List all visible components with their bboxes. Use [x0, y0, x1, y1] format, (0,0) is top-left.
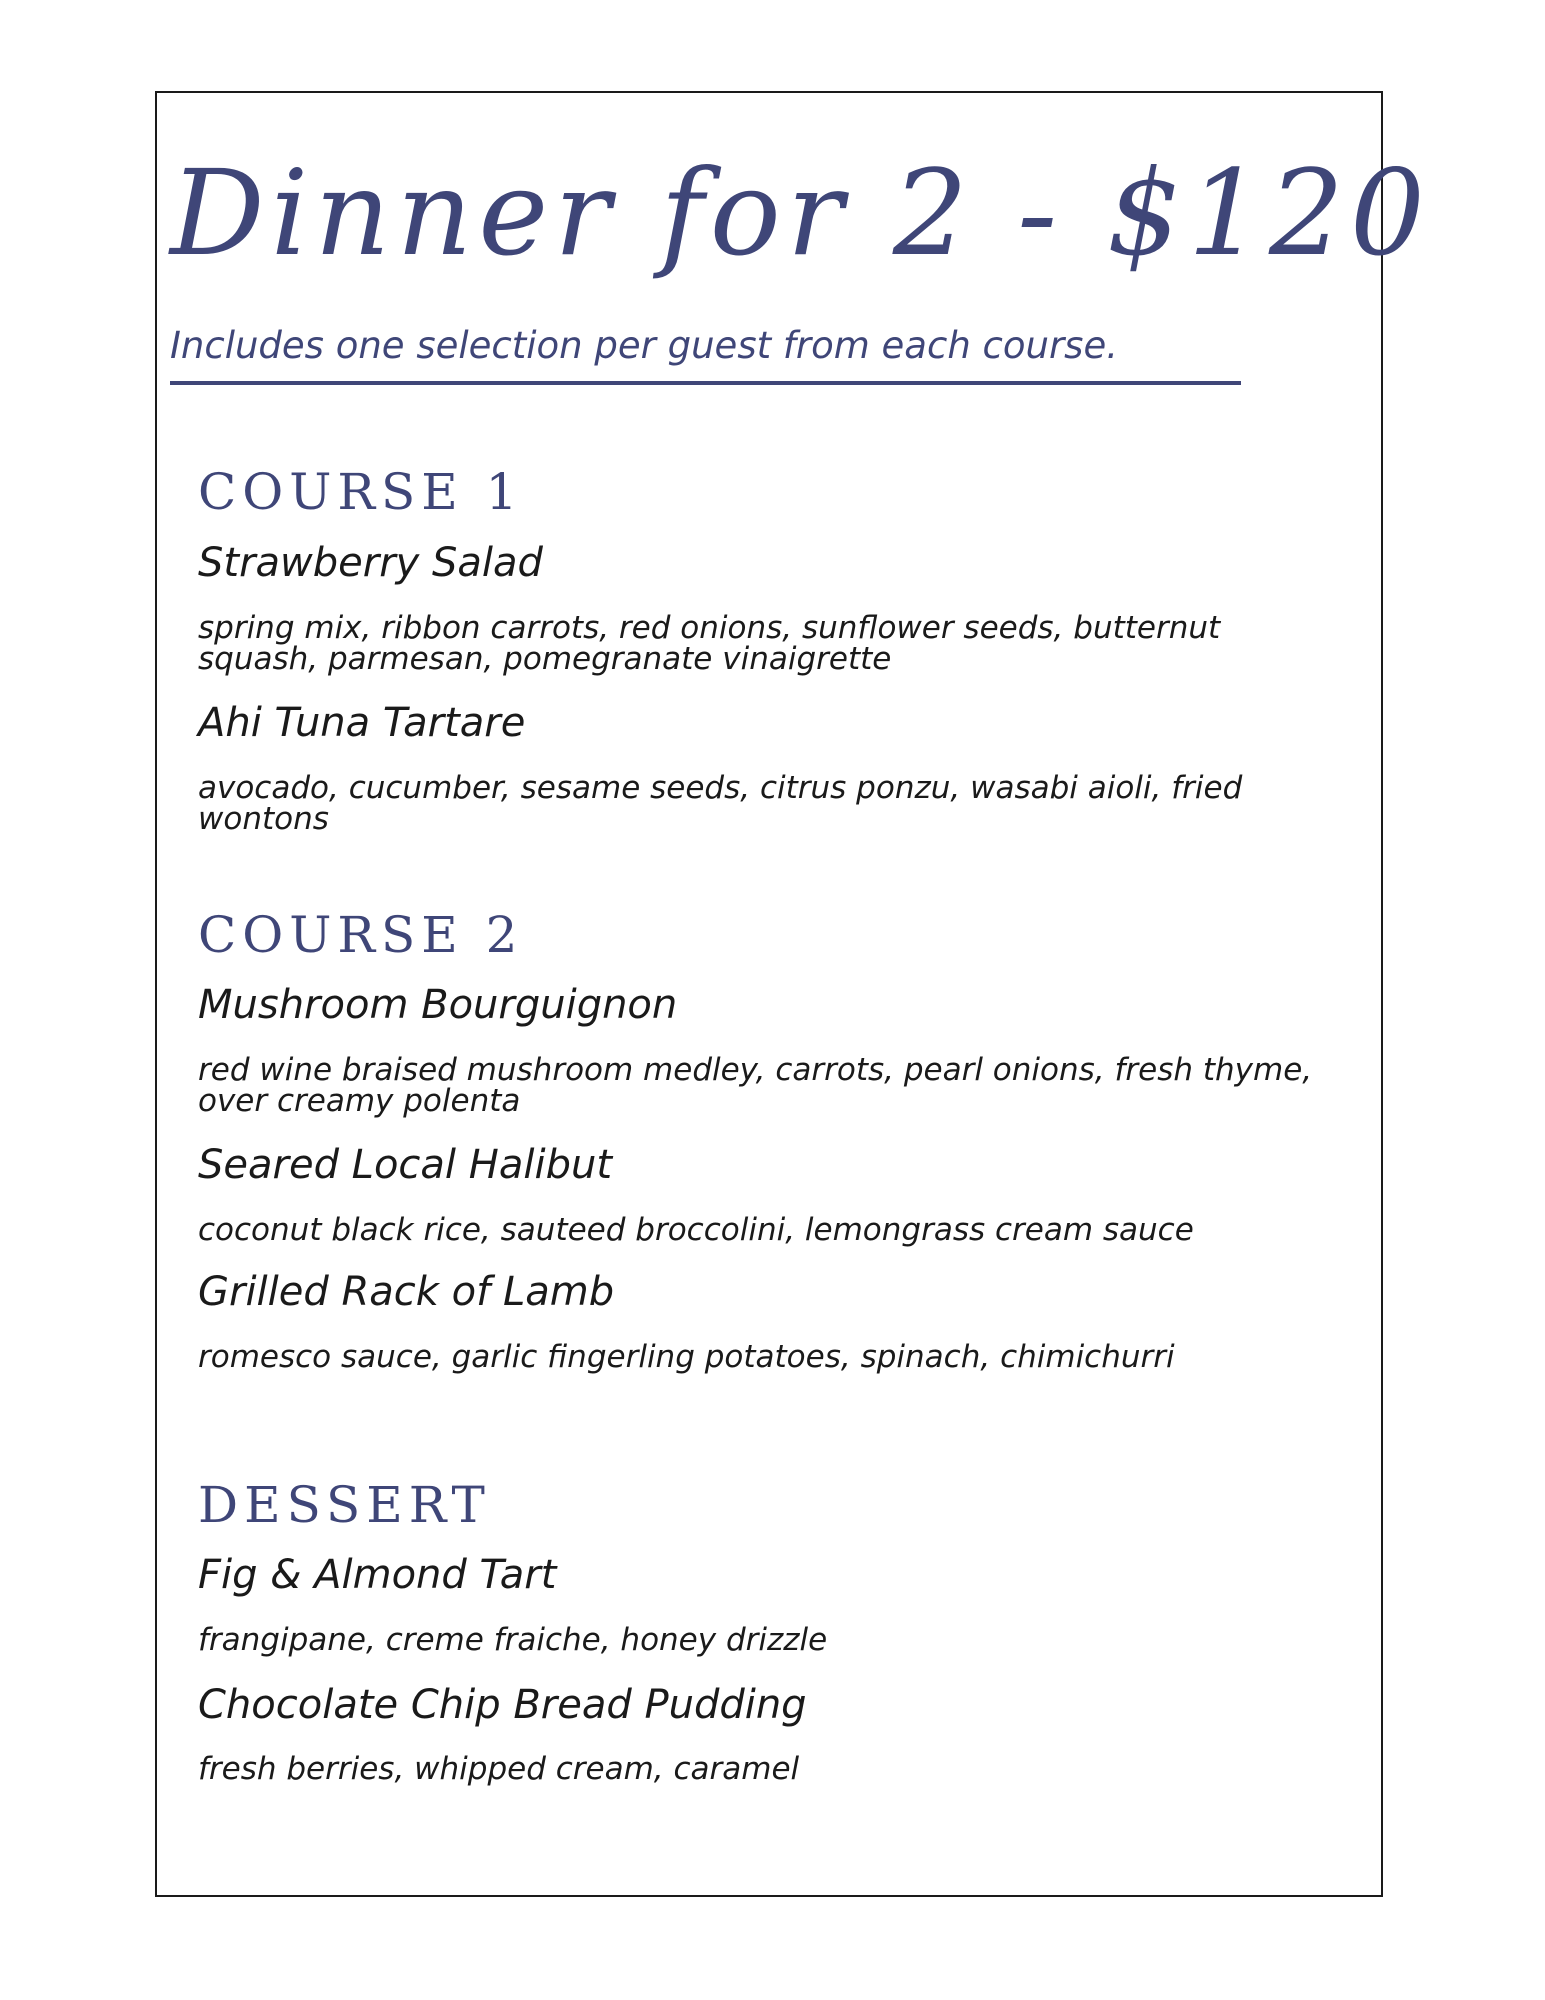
- dish-name-mushroom-bourguignon: Mushroom Bourguignon: [198, 982, 678, 1028]
- dish-name-fig-almond-tart: Fig & Almond Tart: [198, 1552, 557, 1598]
- dish-name-ahi-tuna-tartare: Ahi Tuna Tartare: [198, 700, 526, 746]
- dish-description-grilled-rack-of-lamb: romesco sauce, garlic fingerling potatoes, spinach, chimichurri: [198, 1339, 1175, 1375]
- course-2-heading: COURSE 2: [198, 906, 524, 964]
- dish-description-mushroom-bourguignon: red wine braised mushroom medley, carrots, pearl onions, fresh thyme, over creamy polenta: [198, 1052, 1313, 1119]
- dish-description-seared-local-halibut: coconut black rice, sauteed broccolini, lemongrass cream sauce: [198, 1212, 1194, 1248]
- dish-name-chocolate-chip-bread-pudding: Chocolate Chip Bread Pudding: [198, 1682, 807, 1728]
- dish-description-chocolate-chip-bread-pudding: fresh berries, whipped cream, caramel: [198, 1751, 800, 1787]
- dessert-heading: DESSERT: [198, 1476, 491, 1534]
- dish-description-strawberry-salad: spring mix, ribbon carrots, red onions, sunflower seeds, butternut squash, parmesan, pomegranate vinaigrette: [198, 610, 1221, 677]
- dish-name-strawberry-salad: Strawberry Salad: [198, 540, 543, 586]
- menu-title: Dinner for 2 - $120: [170, 144, 1431, 282]
- dish-name-grilled-rack-of-lamb: Grilled Rack of Lamb: [198, 1269, 615, 1315]
- course-1-heading: COURSE 1: [198, 463, 524, 521]
- title-divider: [170, 381, 1241, 385]
- dish-description-fig-almond-tart: frangipane, creme fraiche, honey drizzle: [198, 1622, 828, 1658]
- dish-description-ahi-tuna-tartare: avocado, cucumber, sesame seeds, citrus ponzu, wasabi aioli, fried wontons: [198, 770, 1243, 837]
- menu-subtitle: Includes one selection per guest from each course.: [170, 324, 1118, 367]
- dish-name-seared-local-halibut: Seared Local Halibut: [198, 1142, 613, 1188]
